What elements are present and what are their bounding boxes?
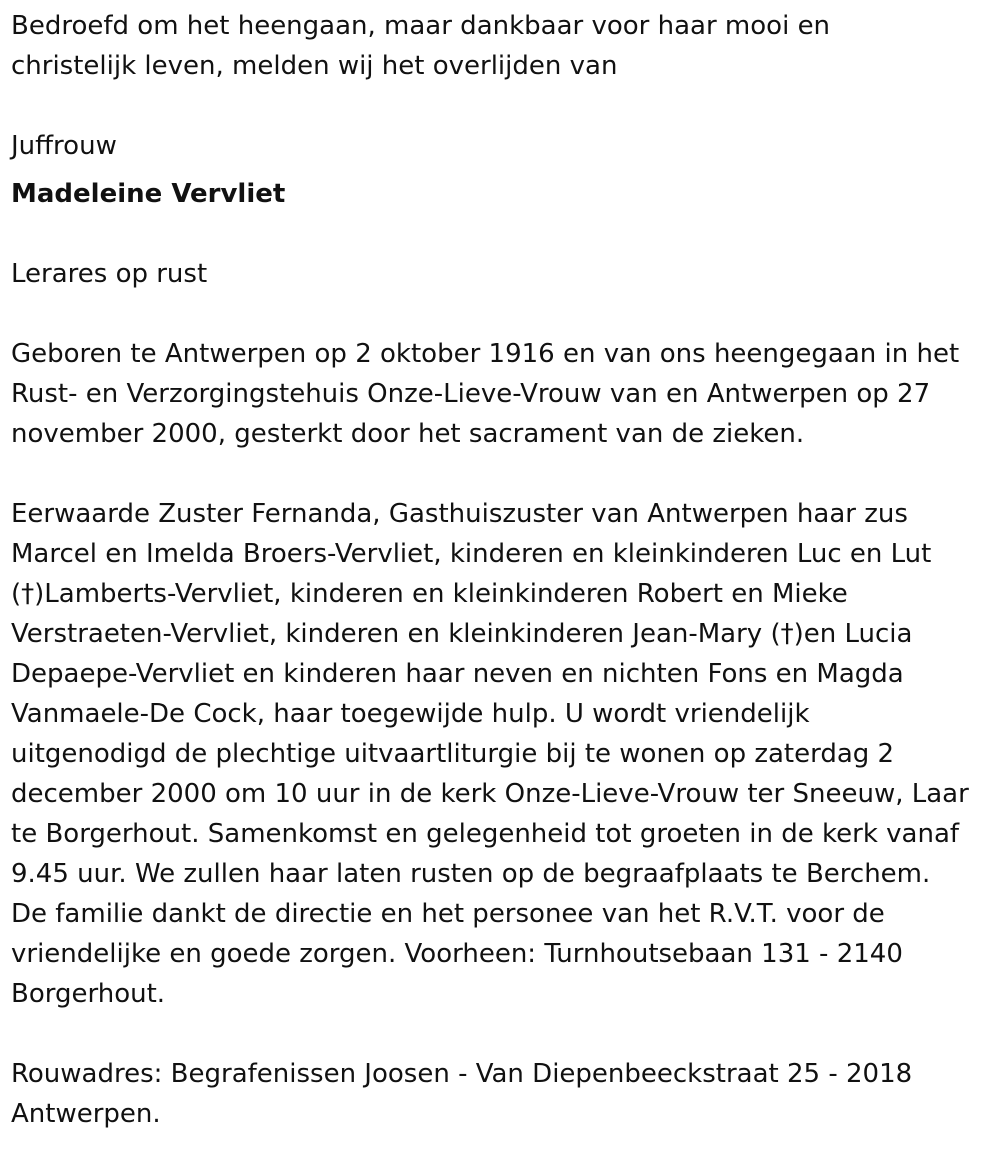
- family-line: uitgenodigd de plechtige uitvaartliturgie bij te wonen op zaterdag 2: [11, 739, 895, 769]
- family-line: te Borgerhout. Samenkomst en gelegenheid tot groeten in de kerk vanaf: [11, 819, 960, 849]
- title-prefix-text: Juffrouw: [11, 131, 117, 161]
- family-line: De familie dankt de directie en het personee van het R.V.T. voor de: [11, 899, 885, 929]
- deceased-name-text: Madeleine Vervliet: [11, 179, 286, 209]
- family-line: Borgerhout.: [11, 979, 166, 1009]
- family-line: 9.45 uur. We zullen haar laten rusten op de begraafplaats te Berchem.: [11, 859, 931, 889]
- intro-line: Bedroefd om het heengaan, maar dankbaar voor haar mooi en: [11, 11, 831, 41]
- family-line: Eerwaarde Zuster Fernanda, Gasthuiszuster van Antwerpen haar zus: [11, 499, 908, 529]
- birth-line: november 2000, gesterkt door het sacrament van de zieken.: [11, 419, 805, 449]
- family-line: Vanmaele-De Cock, haar toegewijde hulp. U wordt vriendelijk: [11, 699, 810, 729]
- obituary-text: [11, 6, 991, 1134]
- deceased-name: [11, 174, 991, 214]
- family-line: vriendelijke en goede zorgen. Voorheen: Turnhoutsebaan 131 - 2140: [11, 939, 903, 969]
- occupation: [11, 254, 991, 294]
- family-line: december 2000 om 10 uur in de kerk Onze-Lieve-Vrouw ter Sneeuw, Laar: [11, 779, 969, 809]
- address-line: Rouwadres: Begrafenissen Joosen - Van Diepenbeeckstraat 25 - 2018: [11, 1059, 913, 1089]
- family-line: Marcel en Imelda Broers-Vervliet, kinderen en kleinkinderen Luc en Lut: [11, 539, 932, 569]
- address-paragraph: [11, 1054, 991, 1134]
- birth-paragraph: [11, 334, 991, 454]
- intro-line: christelijk leven, melden wij het overlijden van: [11, 51, 618, 81]
- address-line: Antwerpen.: [11, 1099, 161, 1129]
- occupation-text: Lerares op rust: [11, 259, 208, 289]
- title-prefix: [11, 126, 991, 166]
- family-line: Depaepe-Vervliet en kinderen haar neven en nichten Fons en Magda: [11, 659, 904, 689]
- intro-paragraph: [11, 6, 991, 86]
- family-line: (†)Lamberts-Vervliet, kinderen en kleinkinderen Robert en Mieke: [11, 579, 848, 609]
- family-line: Verstraeten-Vervliet, kinderen en kleinkinderen Jean-Mary (†)en Lucia: [11, 619, 913, 649]
- birth-line: Geboren te Antwerpen op 2 oktober 1916 en van ons heengegaan in het: [11, 339, 960, 369]
- family-paragraph: [11, 494, 991, 1014]
- birth-line: Rust- en Verzorgingstehuis Onze-Lieve-Vrouw van en Antwerpen op 27: [11, 379, 931, 409]
